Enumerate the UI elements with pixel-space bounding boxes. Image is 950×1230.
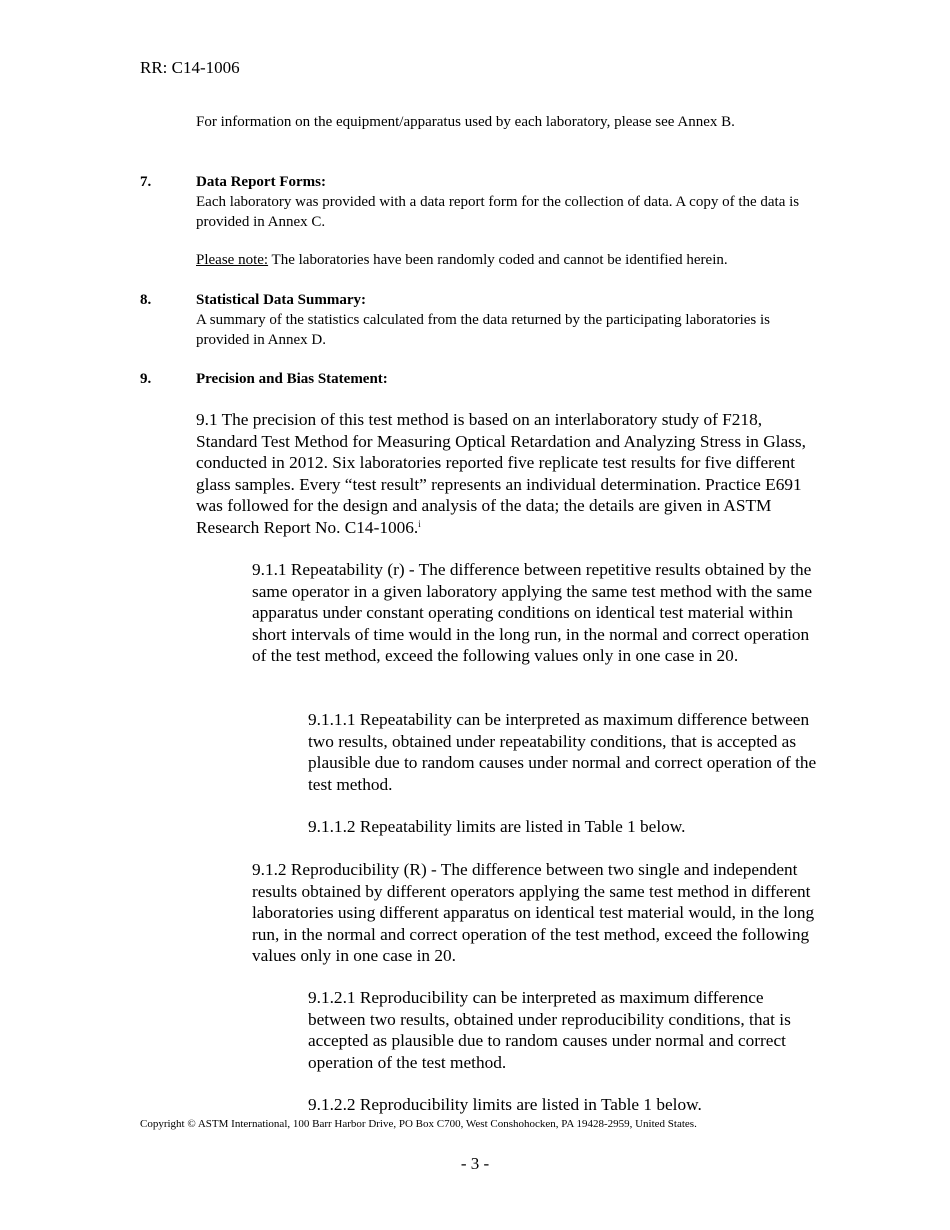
section-7-block [196, 172, 821, 232]
copyright-footer: Copyright © ASTM International, 100 Barr Harbor Drive, PO Box C700, West Conshohocken, PA 19428-2959, United States. [140, 1118, 697, 1130]
equipment-paragraph: For information on the equipment/apparatus used by each laboratory, please see Annex B. [196, 114, 735, 130]
paragraph-9-1-1-2: 9.1.1.2 Repeatability limits are listed in Table 1 below. [308, 817, 686, 836]
paragraph-9-1-1: 9.1.1 Repeatability (r) - The difference between repetitive results obtained by the same operator in a given laboratory applying the same test method with the same apparatus under constant operating conditions on identical test material within short intervals of time would in the long run, in the normal and correct operation of the test method, exceed the following values only in one case in 20. [252, 560, 813, 665]
note-text: The laboratories have been randomly coded and cannot be identified herein. [268, 252, 728, 268]
section-7-title: Data Report Forms: [196, 174, 326, 190]
section-7-number: 7. [140, 174, 152, 190]
paragraph-9-1-1-1: 9.1.1.1 Repeatability can be interpreted as maximum difference between two results, obtained under repeatability conditions, that is accepted as plausible due to random causes under normal and correct operation of the test method. [308, 710, 817, 794]
note-label: Please note: [196, 252, 269, 268]
section-8-title: Statistical Data Summary: [196, 292, 366, 308]
paragraph-9-1-text: 9.1 The precision of this test method is based on an interlaboratory study of F218, Standard Test Method for Measuring Optical Retardation and Analyzing Stress in Glass, conducted in 2012. Six laboratories reported five replicate test results for five different glass samples. Every “test result” represents an individual determination. Practice E691 was followed for the design and analysis of the data; the details are given in ASTM Research Report No. C14-1006. [196, 410, 806, 537]
section-8-body: A summary of the statistics calculated from the data returned by the participating laboratories is provided in Annex D. [196, 312, 770, 348]
lab-coding-note [196, 250, 821, 270]
paragraph-9-1-2-2: 9.1.2.2 Reproducibility limits are listed in Table 1 below. [308, 1095, 702, 1114]
section-8-block [196, 290, 821, 350]
section-8-number: 8. [140, 292, 152, 308]
paragraph-9-1-2: 9.1.2 Reproducibility (R) - The difference between two single and independent results obtained by different operators applying the same test method in different laboratories using different apparatus on identical test material would, in the long run, in the normal and correct operation of the test method, exceed the following values only in one case in 20. [252, 860, 815, 965]
footnote-marker: i [418, 518, 421, 529]
section-7-body: Each laboratory was provided with a data report form for the collection of data. A copy of the data is provided in Annex C. [196, 194, 800, 230]
report-id-header: RR: C14-1006 [140, 58, 240, 77]
section-9-number: 9. [140, 371, 152, 387]
page-number: - 3 - [460, 1154, 490, 1173]
section-9-title: Precision and Bias Statement: [196, 371, 388, 387]
paragraph-9-1-2-1: 9.1.2.1 Reproducibility can be interpreted as maximum difference between two results, obtained under reproducibility conditions, that is accepted as plausible due to random causes under normal and correct operation of the test method. [308, 988, 791, 1072]
paragraph-9-1 [196, 409, 821, 538]
section-9-block [196, 369, 821, 389]
